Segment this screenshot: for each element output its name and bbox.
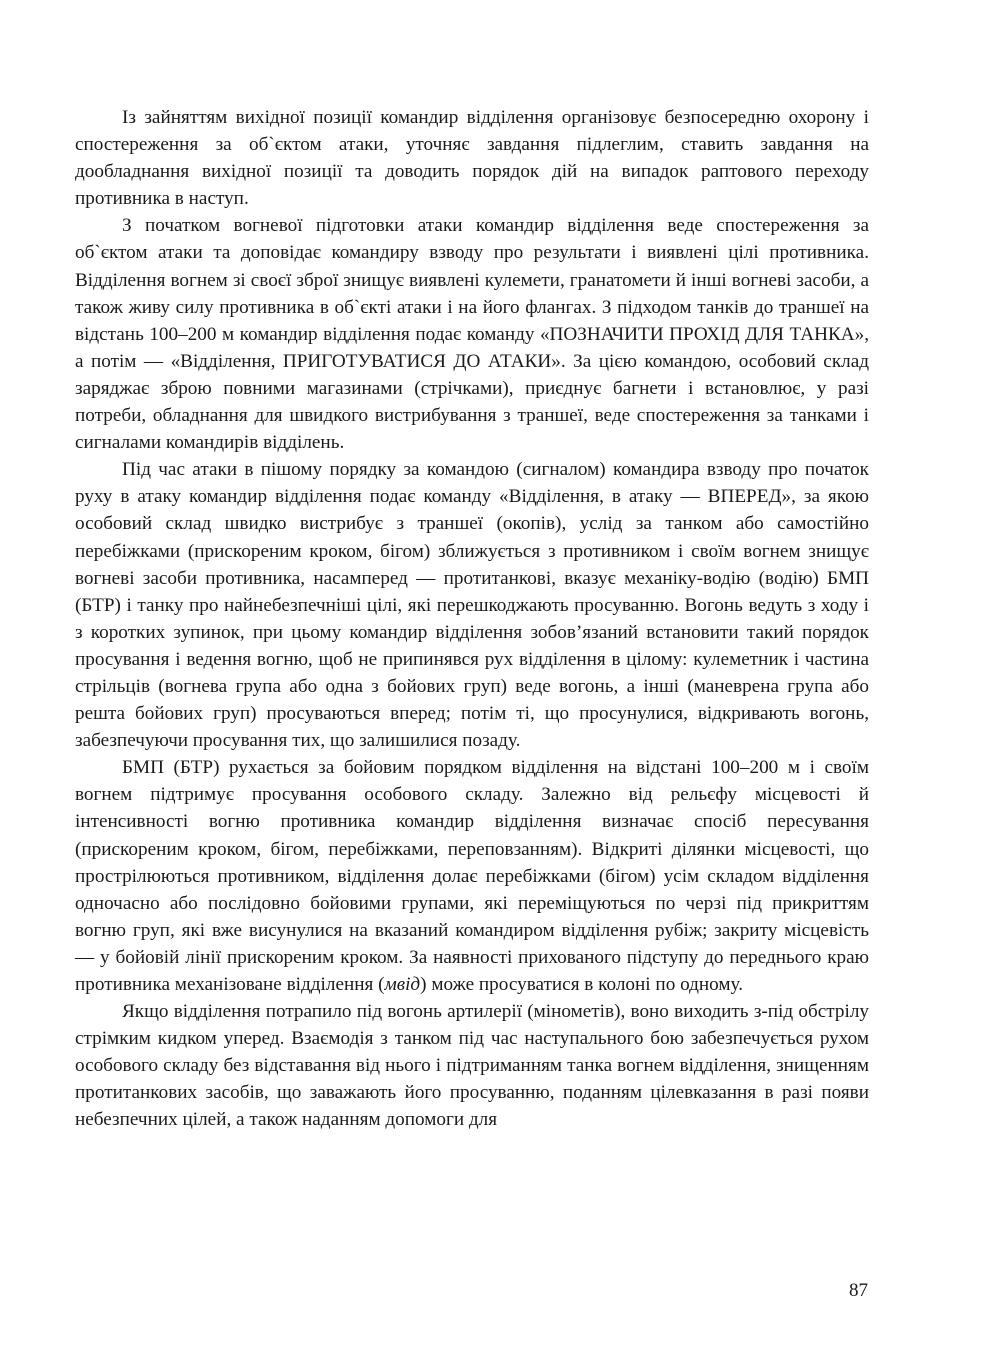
paragraph-4-text-before: БМП (БТР) рухається за бойовим порядком відділення на відстані 100–200 м і своїм вогнем підтримує просування особового складу. Залежно від рельєфу місцевості й інтенсивності вогню противника командир відділення визначає спосіб пересування (прискореним кроком, бігом, перебіжками, переповзанням). Відкриті ділянки місцевості, що прострілюються противником, відділення долає перебіжками (бігом) усім складом відділення одночасно або послідовно бойовими групами, які переміщуються по черзі під прикриттям вогню груп, які вже висунулися на вказаний командиром відділення рубіж; закриту місцевість — у бойовій лінії прискореним кроком. За наявності прихованого підступу до переднього краю противника механізоване відділення ( xyxy=(75,757,869,995)
paragraph-5: Якщо відділення потрапило під вогонь артилерії (мінометів), воно виходить з-під обстрілу стрімким кидком уперед. Взаємодія з танком під час наступального бою забезпечується рухом особового складу без відставання від нього і підтриманням танка вогнем відділення, знищенням протитанкових засобів, що заважають його просуванню, поданням цілевказання в разі появи небезпечних цілей, а також наданням допомоги для xyxy=(75,1001,869,1131)
body-text xyxy=(75,104,869,1134)
page-number: 87 xyxy=(849,1280,868,1301)
paragraph-4-italic-abbr: мвід xyxy=(384,974,421,995)
paragraph-4 xyxy=(75,754,869,998)
paragraph-4-text-after: ) може просуватися в колоні по одному. xyxy=(420,974,743,995)
paragraph-3: Під час атаки в пішому порядку за командою (сигналом) командира взводу про початок руху в атаку командир відділення подає команду «Відділення, в атаку — ВПЕРЕД», за якою особовий склад швидко вистрибує з траншеї (окопів), услід за танком або самостійно перебіжками (прискореним кроком, бігом) зближується з противником і своїм вогнем знищує вогневі засоби противника, насамперед — протитанкові, вказує механіку-водію (водію) БМП (БТР) і танку про найнебезпечніші цілі, які перешкоджають просуванню. Вогонь ведуть з ходу і з коротких зупинок, при цьому командир відділення зобов’язаний встановити такий порядок просування і ведення вогню, щоб не припинявся рух відділення в цілому: кулеметник і частина стрільців (вогнева група або одна з бойових груп) веде вогонь, а інші (маневрена група або решта бойових груп) просуваються вперед; потім ті, що просунулися, відкривають вогонь, забезпечуючи просування тих, що залишилися позаду. xyxy=(75,459,869,752)
paragraph-2: З початком вогневої підготовки атаки командир відділення веде спостереження за об`єктом атаки та доповідає командиру взводу про результати і виявлені цілі противника. Відділення вогнем зі своєї зброї знищує виявлені кулемети, гранатомети й інші вогневі засоби, а також живу силу противника в об`єкті атаки і на його флангах. З підходом танків до траншеї на відстань 100–200 м командир відділення подає команду «ПОЗНАЧИТИ ПРОХІД ДЛЯ ТАНКА», а потім — «Відділення, ПРИГОТУВАТИСЯ ДО АТАКИ». За цією командою, особовий склад заряджає зброю повними магазинами (стрічками), приєднує багнети і встановлює, у разі потреби, обладнання для швидкого вистрибування з траншеї, веде спостереження за танками і сигналами командирів відділень. xyxy=(75,215,869,454)
paragraph-1: Із зайняттям вихідної позиції командир відділення організовує безпосередню охорону і спостереження за об`єктом атаки, уточняє завдання підлеглим, ставить завдання на дообладнання вихідної позиції та доводить порядок дій на випадок раптового переходу противника в наступ. xyxy=(75,107,869,210)
